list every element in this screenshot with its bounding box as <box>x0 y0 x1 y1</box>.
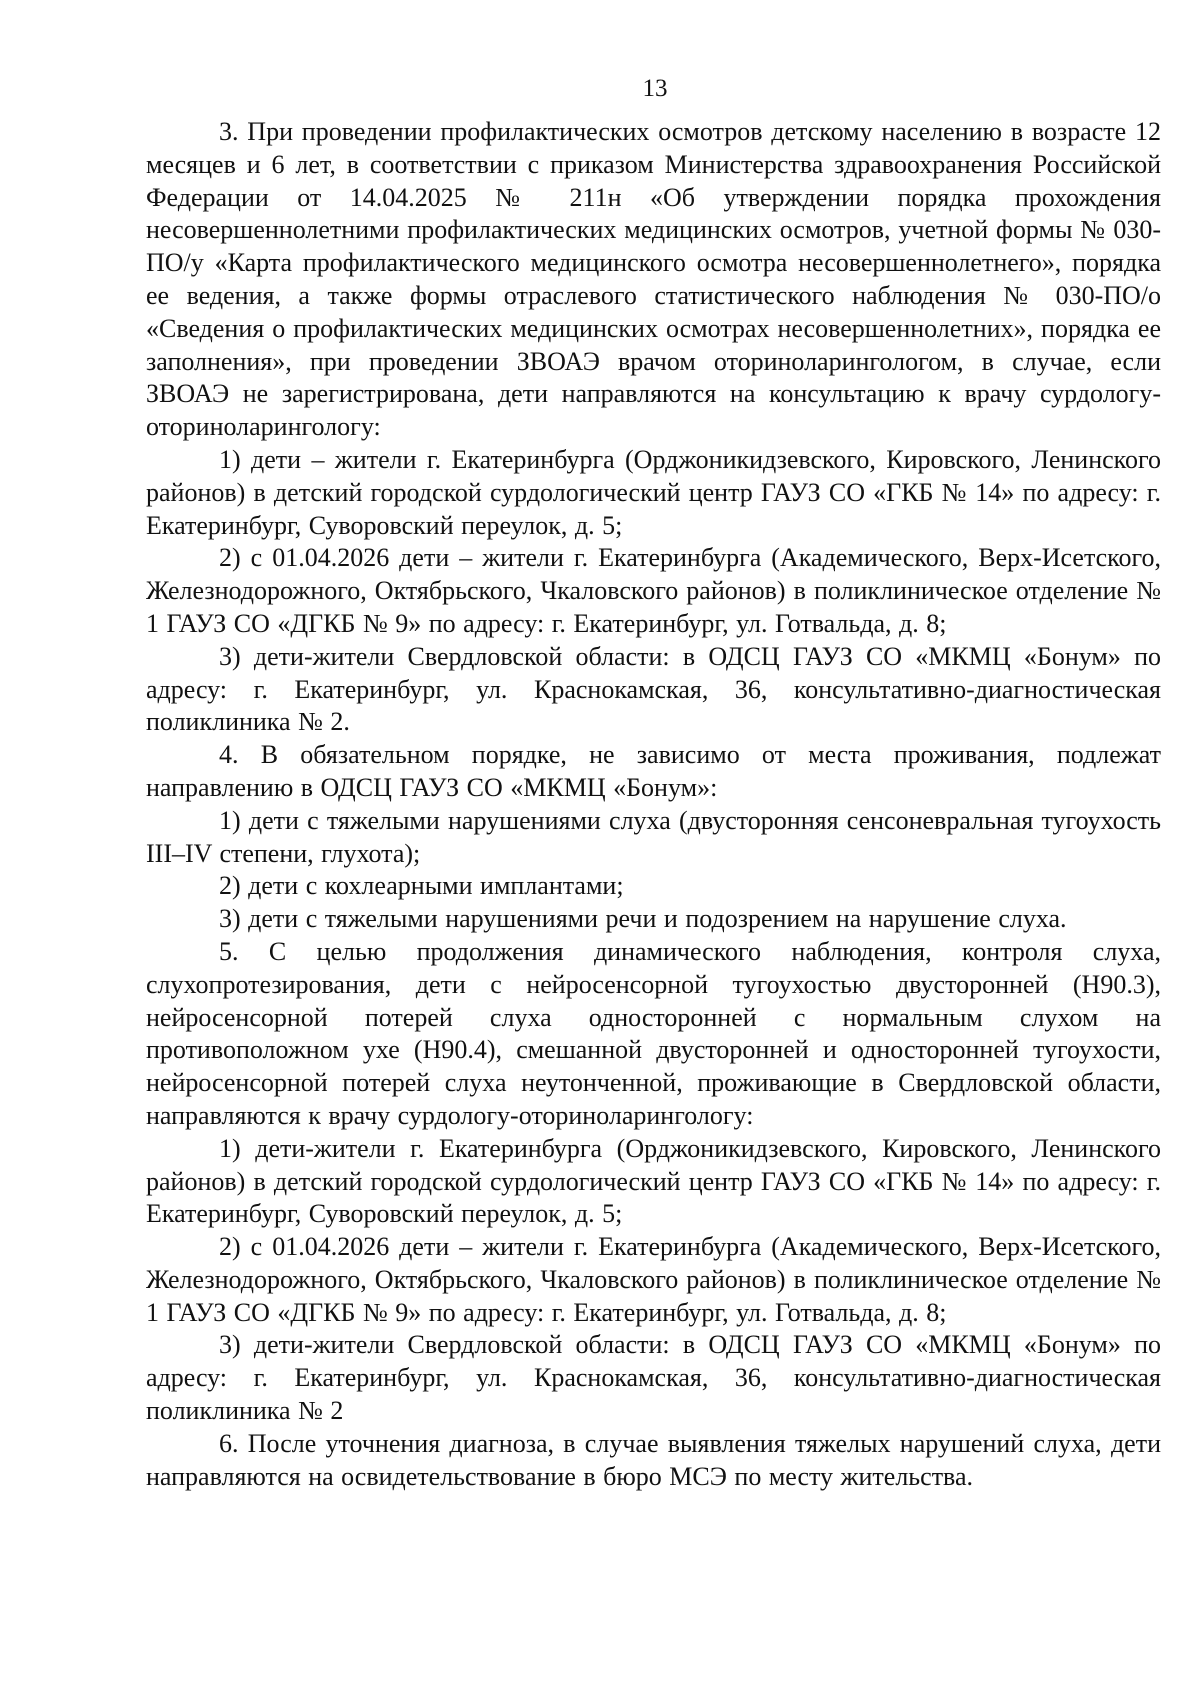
paragraph-4-intro: 4. В обязательном порядке, не зависимо от места проживания, подлежат направлению в ОДСЦ ГАУЗ СО «МКМЦ «Бонум»: <box>146 740 1161 802</box>
paragraph-4-item-1: 1) дети с тяжелыми нарушениями слуха (двусторонняя сенсоневральная тугоухость III–IV степени, глухота); <box>146 805 1161 868</box>
paragraph-5-item-3: 3) дети-жители Свердловской области: в ОДСЦ ГАУЗ СО «МКМЦ «Бонум» по адресу: г. Екатеринбург, ул. Краснокамская, 36, консультативно-диагностическая поликлиника № 2 <box>146 1330 1161 1426</box>
paragraph-3-item-2: 2) с 01.04.2026 дети – жители г. Екатеринбурга (Академического, Верх-Исетского, Железнодорожного, Октябрьского, Чкаловского районов) в поликлиническое отделение № 1 ГАУЗ СО «ДГКБ № 9» по адресу: г. Екатеринбург, ул. Готвальда, д. 8; <box>146 543 1161 638</box>
paragraph-6: 6. После уточнения диагноза, в случае выявления тяжелых нарушений слуха, дети направляются на освидетельствование в бюро МСЭ по месту жительства. <box>146 1428 1161 1491</box>
paragraph-3-item-1: 1) дети – жители г. Екатеринбурга (Орджоникидзевского, Кировского, Ленинского районов) в детский городской сурдологический центр ГАУЗ СО «ГКБ № 14» по адресу: г. Екатеринбург, Суворовский переулок, д. 5; <box>146 444 1161 540</box>
paragraph-4-item-3: 3) дети с тяжелыми нарушениями речи и подозрением на нарушение слуха. <box>219 904 1067 934</box>
paragraph-3-intro: 3. При проведении профилактических осмотров детскому населению в возрасте 12 месяцев и 6 лет, в соответствии с приказом Министерства здравоохранения Российской Федерации от 14.04.2025 № 211н «Об утверждении порядка прохождения несовершеннолетними профилактических медицинских осмотров, учетной формы № 030-ПО/у «Карта профилактического медицинского осмотра несовершеннолетнего», порядка ее ведения, а также формы отраслевого статистического наблюдения № 030-ПО/о «Сведения о профилактических медицинских осмотрах несовершеннолетних», порядка ее заполнения», при проведении ЗВОАЭ врачом оториноларингологом, в случае, если ЗВОАЭ не зарегистрирована, дети направляются на консультацию к врачу сурдологу-оториноларингологу: <box>146 117 1161 442</box>
paragraph-5-item-2: 2) с 01.04.2026 дети – жители г. Екатеринбурга (Академического, Верх-Исетского, Железнодорожного, Октябрьского, Чкаловского районов) в поликлиническое отделение № 1 ГАУЗ СО «ДГКБ № 9» по адресу: г. Екатеринбург, ул. Готвальда, д. 8; <box>146 1232 1161 1327</box>
paragraph-5-intro: 5. С целью продолжения динамического наблюдения, контроля слуха, слухопротезирования, дети с нейросенсорной тугоухостью двусторонней (H90.3), нейросенсорной потерей слуха односторонней с нормальным слухом на противоположном ухе (H90.4), смешанной двусторонней и односторонней тугоухости, нейросенсорной потерей слуха неутонченной, проживающие в Свердловской области, направляются к врачу сурдологу-оториноларингологу: <box>146 936 1161 1130</box>
paragraph-4-item-2: 2) дети с кохлеарными имплантами; <box>219 871 624 901</box>
document-body <box>146 116 1161 1493</box>
paragraph-3-item-3: 3) дети-жители Свердловской области: в ОДСЦ ГАУЗ СО «МКМЦ «Бонум» по адресу: г. Екатеринбург, ул. Краснокамская, 36, консультативно-диагностическая поликлиника № 2. <box>146 641 1161 737</box>
page-number: 13 <box>642 75 668 102</box>
paragraph-5-item-1: 1) дети-жители г. Екатеринбурга (Орджоникидзевского, Кировского, Ленинского районов) в детский городской сурдологический центр ГАУЗ СО «ГКБ № 14» по адресу: г. Екатеринбург, Суворовский переулок, д. 5; <box>146 1133 1161 1229</box>
